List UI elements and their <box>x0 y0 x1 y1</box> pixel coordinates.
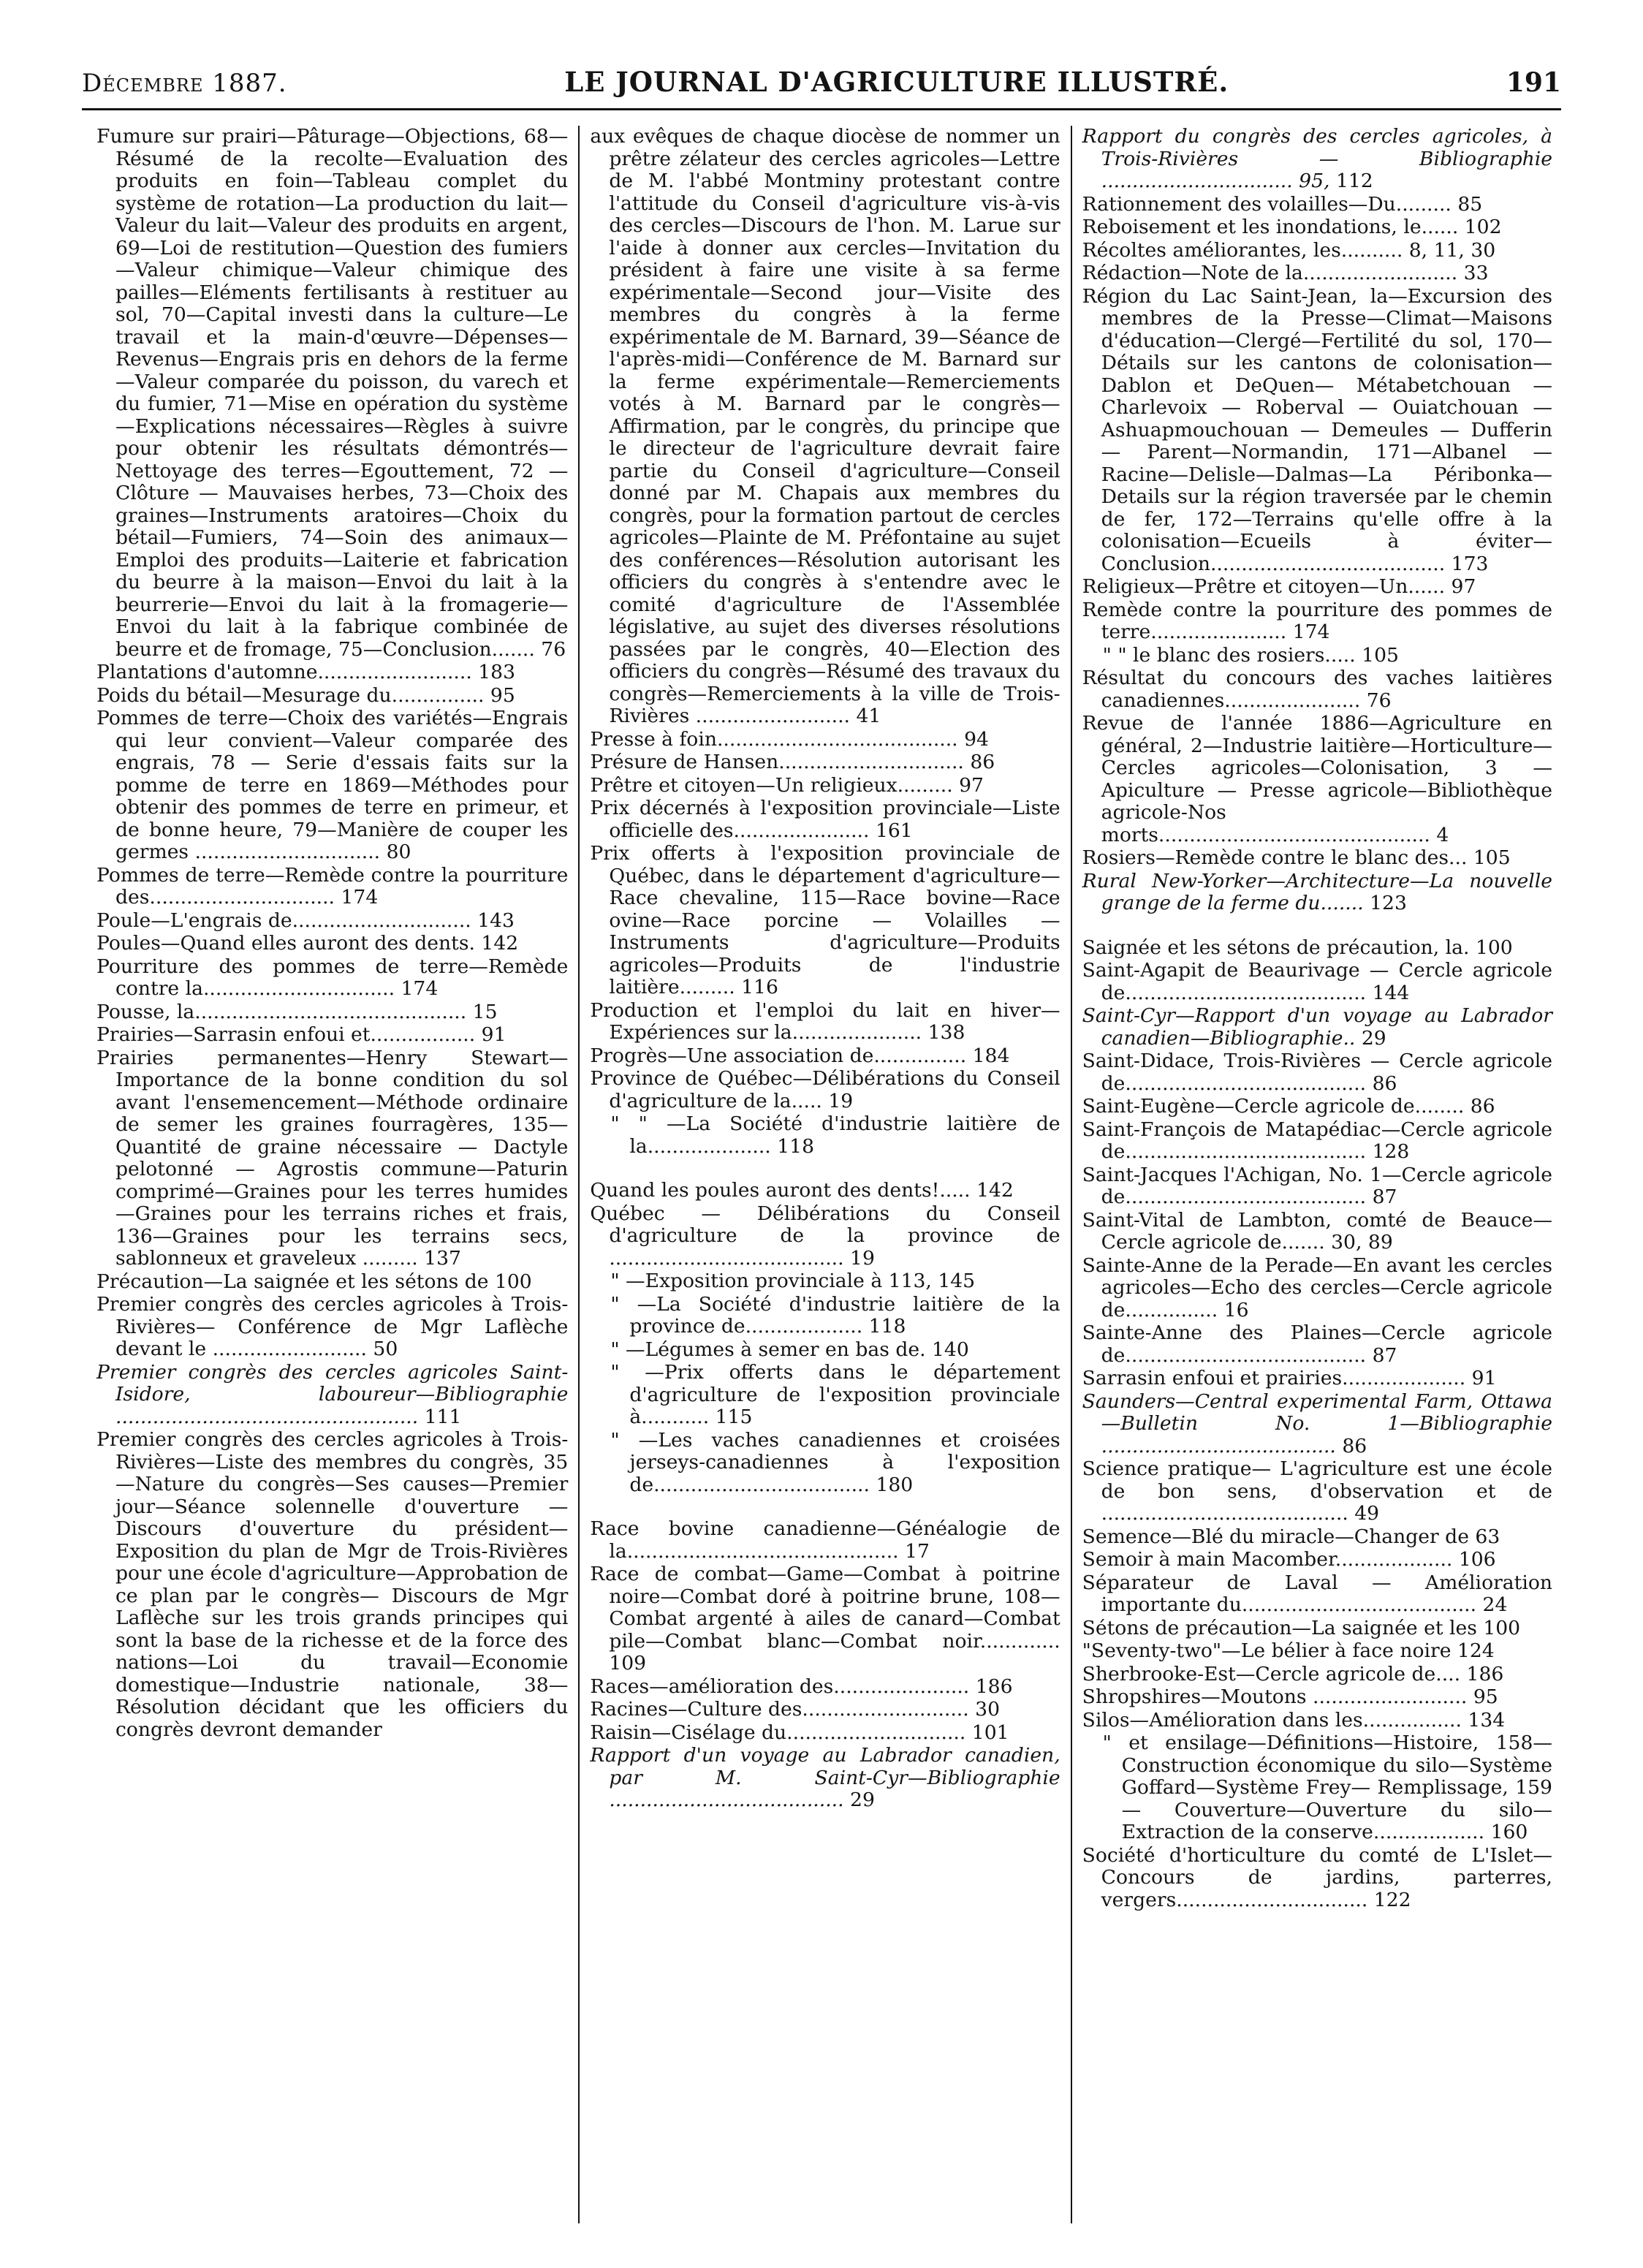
index-entry <box>96 685 568 708</box>
entry-page-number: 76 <box>541 637 566 661</box>
entry-page-number: 124 <box>1457 1639 1495 1662</box>
index-entry <box>1082 1005 1552 1050</box>
entry-text: Pousse, la............................................ <box>96 1000 467 1023</box>
entry-page-number: 116 <box>741 976 778 998</box>
entry-page-number: 94 <box>964 727 989 751</box>
entry-text: Premier congrès des cercles agricoles à Trois-Rivières— Conférence de Mgr Laflèche devant le ......................... <box>96 1293 569 1360</box>
entry-text: Premier congrès des cercles agricoles Saint-Isidore, laboureur—Bibliographie ................................................. <box>96 1360 569 1428</box>
index-entry <box>590 1722 1060 1745</box>
index-entry <box>1082 1210 1552 1254</box>
entry-page-number: 86 <box>1470 1095 1495 1118</box>
entry-text: Sherbrooke-Est—Cercle agricole de.... <box>1082 1662 1461 1685</box>
entry-page-number: 137 <box>424 1247 461 1270</box>
index-entry <box>1082 1526 1552 1549</box>
index-entry <box>1082 1119 1552 1164</box>
entry-text: Saint-Jacques l'Achigan, No. 1—Cercle agricole de....................................... <box>1082 1163 1552 1208</box>
entry-text: Prix offerts à l'exposition provinciale de Québec, dans le département d'agriculture—Race chevaline, 115—Race bovine—Race ovine—Race porcine — Volailles — Instruments d'agriculture—Produits agricoles—Produits de l'industrie laitière......... <box>590 842 1060 998</box>
entry-page-number: 87 <box>1372 1343 1397 1367</box>
entry-text: Région du Lac Saint-Jean, la—Excursion des membres de la Presse—Climat—Maisons d'éducation—Clergé—Fertilité du sol, 170—Détails sur les cantons de colonisation—Dablon et DeQuen— Métabetchouan —Charlevoix — Roberval — Ouiatchouan — Ashuapmouchouan — Demeules — Dufferin — Parent—Normandin, 171—Albanel — Racine—Delisle—Dalmas—La Péribonka—Details sur la région traversée par le chemin de fer, 172—Terrains qu'elle offre à la colonisation—Ecueils à éviter— Conclusion...................................... <box>1082 284 1552 575</box>
index-entry <box>1082 1572 1552 1617</box>
entry-text: " " le blanc des rosiers..... <box>1102 643 1356 667</box>
entry-text: Progrès—Une association de............... <box>590 1044 967 1067</box>
entry-page-number: 95 <box>490 683 515 707</box>
index-entry <box>1082 576 1552 599</box>
entry-page-number: 16 <box>1223 1298 1249 1321</box>
index-entry <box>96 956 568 1001</box>
index-entry <box>96 1429 568 1741</box>
entry-text: Sainte-Anne des Plaines—Cercle agricole de....................................... <box>1082 1321 1552 1367</box>
entry-text: Saint-Agapit de Beaurivage — Cercle agricole de....................................... <box>1082 959 1552 1004</box>
index-entry <box>96 1362 568 1429</box>
entry-text: Pommes de terre—Choix des variétés—Engrais qui leur convient—Valeur comparée des engrais, 78 — Serie d'essais faits sur la pomme de terre en 1869—Méthodes pour obtenir des pommes de terre en primeur, et de bonne heure, 79—Manière de couper les germes .............................. <box>96 707 569 863</box>
entry-text: Pommes de terre—Remède contre la pourriture des.............................. <box>96 863 569 909</box>
entry-text: Saint-Cyr—Rapport d'un voyage au Labrador canadien—Bibliographie.. <box>1082 1004 1552 1050</box>
entry-page-number: 76 <box>1366 689 1392 712</box>
entry-text: Rural New-Yorker—Architecture—La nouvelle grange de la ferme du....... <box>1082 869 1552 914</box>
entry-text: Prairies—Sarrasin enfoui et................. <box>96 1023 476 1046</box>
entry-page-number: 183 <box>478 661 516 683</box>
index-entry <box>1082 667 1552 712</box>
entry-page-number: 33 <box>1463 262 1489 284</box>
entry-text: Précaution—La saignée et les sétons de <box>96 1270 489 1293</box>
index-entry <box>1082 286 1552 576</box>
entry-page-number: 85 <box>1457 192 1483 216</box>
entry-page-number: 118 <box>777 1134 814 1158</box>
entry-text: Saint-François de Matapédiac—Cercle agricole de....................................... <box>1082 1118 1552 1163</box>
index-entry <box>1082 1322 1552 1367</box>
entry-page-number: 143 <box>477 909 515 932</box>
entry-page-number: 41 <box>856 705 881 727</box>
entry-text: " —Les vaches canadiennes et croisées jerseys-canadiennes à l'exposition de................................... <box>610 1428 1060 1496</box>
entry-page-number: 50 <box>373 1338 398 1360</box>
entry-page-number: 97 <box>1451 575 1476 598</box>
entry-page-number: 24 <box>1482 1593 1508 1616</box>
entry-page-number: 30 <box>1471 238 1496 262</box>
index-entry <box>96 933 568 955</box>
entry-text: Québec — Délibérations du Conseil d'agriculture de la province de ...................................... <box>590 1202 1060 1270</box>
entry-text: Sétons de précaution—La saignée et les <box>1082 1616 1477 1639</box>
index-entry <box>1082 1164 1552 1209</box>
entry-text: Revue de l'année 1886—Agriculture en général, 2—Industrie laitière—Horticulture—Cercles agricoles—Colonisation, 3 — Apiculture — Presse agricole—Bibliothèque agricole-Nos morts............................................ <box>1082 712 1552 846</box>
entry-text: Résultat du concours des vaches laitières canadiennes...................... <box>1082 667 1552 712</box>
index-entry <box>1082 1617 1552 1640</box>
entry-text: " —Exposition provinciale à 113, <box>610 1270 932 1292</box>
entry-page-number: 95 <box>1473 1685 1498 1708</box>
index-entry <box>590 1518 1060 1563</box>
entry-page-number: 144 <box>1372 981 1410 1004</box>
entry-page-number: 100 <box>494 1270 532 1293</box>
entry-text: Présure de Hansen.............................. <box>590 751 964 773</box>
entry-page-number: 100 <box>1483 1616 1521 1639</box>
index-entry <box>590 1113 1060 1158</box>
index-entry <box>590 1563 1060 1675</box>
entry-page-number: 122 <box>1373 1888 1411 1911</box>
index-entry <box>1082 1664 1552 1686</box>
index-entry <box>590 1430 1060 1497</box>
entry-text: Province de Québec—Délibérations du Conseil d'agriculture de la..... <box>590 1067 1060 1112</box>
index-entry <box>590 1362 1060 1429</box>
entry-text: Rapport d'un voyage au Labrador canadien, par M. Saint-Cyr—Bibliographie ...................................... <box>590 1744 1060 1811</box>
index-entry <box>96 1294 568 1361</box>
index-columns <box>86 126 1563 2223</box>
index-entry <box>1082 1050 1552 1095</box>
index-entry <box>1082 262 1552 285</box>
entry-text: Raisin—Cisélage du............................. <box>590 1721 966 1744</box>
index-entry <box>1082 599 1552 644</box>
entry-page-number: 86 <box>1372 1072 1397 1095</box>
entry-page-number: 91 <box>1471 1367 1497 1389</box>
entry-text: Plantations d'automne......................... <box>96 661 472 683</box>
index-entry <box>590 775 1060 797</box>
entry-text: Religieux—Prêtre et citoyen—Un...... <box>1082 575 1446 598</box>
index-entry <box>96 1047 568 1270</box>
entry-page-number: 30 <box>975 1698 1000 1721</box>
index-entry <box>590 1000 1060 1044</box>
index-entry <box>590 729 1060 751</box>
entry-text: Race de combat—Game—Combat à poitrine noire—Combat doré à poitrine brune, 108—Combat argenté à ailes de canard—Combat pile—Combat blanc—Combat noir............. <box>590 1563 1060 1653</box>
entry-text: Sarrasin enfoui et prairies.................... <box>1082 1367 1466 1389</box>
entry-page-number: 186 <box>1466 1662 1504 1685</box>
index-entry <box>1082 1732 1552 1844</box>
entry-page-number: 160 <box>1490 1821 1528 1843</box>
entry-page-number: 123 <box>1370 892 1407 914</box>
entry-text: Races—amélioration des...................... <box>590 1675 970 1698</box>
entry-page-number: 102 <box>1464 216 1502 238</box>
header-rule <box>82 108 1561 110</box>
index-entry <box>590 1339 1060 1362</box>
index-entry <box>590 843 1060 999</box>
entry-page-number: 142 <box>976 1179 1014 1202</box>
entry-text: " et ensilage—Définitions—Histoire, 158—Construction économique du silo—Système Goffard—Système Frey— Remplissage, 159 — Couverture—Ouverture du silo—Extraction de la conserve.................. <box>1102 1732 1552 1843</box>
page-number: 191 <box>1506 67 1561 98</box>
entry-page-number: 142 <box>481 932 519 955</box>
entry-page-number: 173 <box>1451 552 1489 575</box>
entry-text: " —Légumes à semer en bas de. <box>610 1338 926 1361</box>
entry-text: Poules—Quand elles auront des dents. <box>96 932 475 955</box>
index-entry <box>1082 1710 1552 1732</box>
entry-text: Production et l'emploi du lait en hiver—Expériences sur la..................... <box>590 998 1060 1044</box>
entry-text: Récoltes améliorantes, les.......... 8, 11, <box>1082 238 1465 262</box>
entry-text: Rapport du congrès des cercles agricoles, à Trois-Rivières — Bibliographie ............................... 95, <box>1082 126 1552 192</box>
index-entry <box>1082 960 1552 1004</box>
entry-text: Prairies permanentes—Henry Stewart—Importance de la bonne condition du sol avant l'ensemencement—Méthode ordinaire de semer les graines fourragères, 135—Quantité de graine nécessaire — Dactyle pelotonné — Agrostis commune—Paturin comprimé—Graines pour les terres humides—Graines pour les terrains riches et frais, 136—Graines pour les terrains secs, sablonneux et graveleux ......... <box>96 1046 569 1270</box>
index-entry <box>590 1180 1060 1202</box>
entry-text: Quand les poules auront des dents!..... <box>590 1179 971 1202</box>
entry-page-number: 109 <box>609 1652 647 1675</box>
entry-page-number: 180 <box>876 1473 914 1496</box>
entry-text: Saint-Vital de Lambton, comté de Beauce—Cercle agricole de....... 30, <box>1082 1208 1552 1254</box>
entry-page-number: 100 <box>1475 936 1513 959</box>
entry-page-number: 174 <box>401 977 439 1000</box>
journal-title: LE JOURNAL D'AGRICULTURE ILLUSTRÉ. <box>564 66 1229 98</box>
index-entry <box>590 1294 1060 1338</box>
entry-page-number: 63 <box>1475 1525 1500 1548</box>
entry-text: "Seventy-two"—Le bélier à face noire <box>1082 1639 1452 1662</box>
entry-text: Société d'horticulture du comté de L'Islet—Concours de jardins, parterres, vergers............................... <box>1082 1843 1552 1911</box>
index-entry <box>96 661 568 684</box>
index-entry <box>96 1024 568 1047</box>
entry-page-number: 174 <box>1292 621 1330 643</box>
index-entry <box>1082 847 1552 870</box>
index-entry <box>96 1001 568 1024</box>
entry-page-number: 115 <box>715 1406 753 1428</box>
entry-text: Saint-Eugène—Cercle agricole de........ <box>1082 1095 1465 1118</box>
entry-page-number: 145 <box>938 1270 976 1292</box>
entry-text: " —La Société d'industrie laitière de la province de................... <box>610 1292 1060 1338</box>
index-entry <box>1082 713 1552 846</box>
entry-page-number: 186 <box>975 1675 1013 1698</box>
index-entry <box>590 1745 1060 1812</box>
entry-text: Rosiers—Remède contre le blanc des... <box>1082 846 1468 869</box>
entry-page-number: 140 <box>932 1338 969 1361</box>
entry-text: Prix décernés à l'exposition provinciale—Liste officielle des...................... <box>590 797 1060 842</box>
index-entry <box>590 1045 1060 1068</box>
entry-page-number: 134 <box>1468 1708 1506 1732</box>
index-entry <box>590 1068 1060 1112</box>
index-entry <box>1082 1549 1552 1571</box>
entry-page-number: 15 <box>472 1000 498 1023</box>
index-entry <box>590 1699 1060 1721</box>
entry-text: Reboisement et les inondations, le...... <box>1082 216 1459 238</box>
index-entry <box>1082 1458 1552 1525</box>
index-entry <box>96 910 568 933</box>
entry-text: Poids du bétail—Mesurage du............... <box>96 683 485 707</box>
entry-page-number: 86 <box>970 751 995 773</box>
index-entry <box>590 1676 1060 1699</box>
index-entry <box>96 708 568 864</box>
entry-text: Saignée et les sétons de précaution, la. <box>1082 936 1470 959</box>
index-entry <box>1082 1686 1552 1709</box>
entry-page-number: 19 <box>828 1089 854 1112</box>
entry-page-number: 29 <box>1361 1026 1386 1050</box>
entry-page-number: 49 <box>1354 1502 1380 1525</box>
entry-text: aux evêques de chaque diocèse de nommer un prêtre zélateur des cercles agricoles—Lettre de M. l'abbé Montminy protestant contre l'attitude du Conseil d'agriculture vis-à-vis des cercles—Discours de l'hon. M. Larue sur l'aide à donner aux cercles—Invitation du président à faire une visite à sa ferme expérimentale—Second jour—Visite des membres du congrès à la ferme expérimentale de M. Barnard, 39—Séance de l'après-midi—Conférence de M. Barnard sur la ferme expérimentale—Remerciements votés à M. Barnard par le congrès—Affirmation, par le congrès, du principe que le directeur de l'agriculture devrait faire partie du Conseil d'agriculture—Conseil donné par M. Chapais aux membres du congrès, pour la formation partout de cercles agricoles—Plainte de M. Préfontaine au sujet des conférences—Résolution autorisant les officiers du congrès à s'entendre avec le comité d'agriculture de l'Assemblée législative, au sujet des diverses résolutions passées par le congrès, 40—Election des officiers du congrès—Résumé des travaux du congrès—Remerciements à la ville de Trois-Rivières ......................... <box>590 126 1060 727</box>
index-entry <box>1082 645 1552 667</box>
entry-text: Rationnement des volailles—Du......... <box>1082 192 1452 216</box>
index-entry <box>1082 871 1552 915</box>
index-entry <box>96 1271 568 1294</box>
entry-page-number: 174 <box>341 886 379 909</box>
entry-page-number: 19 <box>850 1246 875 1270</box>
entry-page-number: 91 <box>481 1023 506 1046</box>
entry-text: Semoir à main Macomber................... <box>1082 1548 1453 1571</box>
running-header <box>82 63 1561 98</box>
entry-text: Sainte-Anne de la Perade—En avant les cercles agricoles—Echo des cercles—Cercle agricole de............... <box>1082 1254 1552 1321</box>
entry-page-number: 112 <box>1335 170 1373 192</box>
entry-text: Saint-Didace, Trois-Rivières — Cercle agricole de....................................... <box>1082 1050 1552 1095</box>
entry-page-number: 105 <box>1362 643 1399 667</box>
entry-text: " —Prix offerts dans le département d'agriculture de l'exposition provinciale à........... <box>610 1361 1060 1428</box>
index-entry <box>96 865 568 909</box>
entry-page-number: 184 <box>972 1044 1010 1067</box>
entry-text: Shropshires—Moutons ......................... <box>1082 1685 1468 1708</box>
entry-page-number: 97 <box>959 773 984 797</box>
entry-text: Rédaction—Note de la......................... <box>1082 262 1458 284</box>
entry-page-number: 138 <box>927 1021 965 1044</box>
index-entry <box>1082 1640 1552 1663</box>
entry-page-number: 87 <box>1372 1186 1397 1208</box>
index-entry <box>590 1270 1060 1293</box>
index-entry <box>1082 1255 1552 1322</box>
index-entry <box>590 126 1060 728</box>
index-entry <box>1082 1391 1552 1458</box>
index-entry <box>1082 216 1552 239</box>
entry-text: Remède contre la pourriture des pommes de terre...................... <box>1082 598 1552 643</box>
entry-text: Poule—L'engrais de............................. <box>96 909 471 932</box>
entry-text: Semence—Blé du miracle—Changer de <box>1082 1525 1469 1548</box>
entry-text: Pourriture des pommes de terre—Remède contre la............................... <box>96 955 569 1000</box>
entry-text: Premier congrès des cercles agricoles à Trois-Rivières—Liste des membres du congrès, 35—Nature du congrès—Ses causes—Premier jour—Séance solennelle d'ouverture — Discours d'ouverture du président—Exposition du plan de Mgr de Trois-Rivières pour une école d'agriculture—Approbation de ce plan par le congrès— Discours de Mgr Laflèche sur les trois grands principes qui sont la base de la richesse et de la force des nations—Loi du travail—Economie domestique—Industrie nationale, 38—Résolution décidant que les officiers du congrès devront demander <box>96 1428 569 1741</box>
index-entry <box>96 126 568 661</box>
entry-text: Saunders—Central experimental Farm, Ottawa—Bulletin No. 1—Bibliographie ...................................... <box>1082 1389 1552 1457</box>
entry-page-number: 89 <box>1367 1231 1393 1254</box>
entry-page-number: 128 <box>1372 1140 1410 1163</box>
entry-text: Fumure sur prairi—Pâturage—Objections, 68—Résumé de la recolte—Evaluation des produits en foin—Tableau complet du système de rotation—La production du lait—Valeur du lait—Valeur des produits en argent, 69—Loi de restitution—Question des fumiers—Valeur chimique—Valeur chimique des pailles—Eléments fertilisants à restituer au sol, 70—Capital investi dans la culture—Le travail et la main-d'œuvre—Dépenses—Revenus—Engrais pris en dehors de la ferme—Valeur comparée du poisson, du varech et du fumier, 71—Mise en opération du système—Explications nécessaires—Règles à suivre pour obtenir les résultats démontrés—Nettoyage des terres—Egouttement, 72 — Clôture — Mauvaises herbes, 73—Choix des graines—Instruments aratoires—Choix du bétail—Fumiers, 74—Soin des animaux—Emploi des produits—Laiterie et fabrication du beurre à la maison—Envoi du lait à la beurrerie—Envoi du lait à la fromagerie—Envoi du lait à la fabrique combinée de beurre et de fromage, 75—Conclusion....... <box>96 126 569 661</box>
index-entry <box>1082 240 1552 262</box>
entry-page-number: 106 <box>1458 1548 1496 1571</box>
entry-text: Séparateur de Laval — Amélioration importante du...................................... <box>1082 1571 1552 1616</box>
entry-page-number: 80 <box>386 841 411 863</box>
column-2 <box>578 126 1070 2223</box>
entry-page-number: 105 <box>1473 846 1511 869</box>
entry-text: " " —La Société d'industrie laitière de la.................... <box>610 1112 1060 1158</box>
entry-page-number: 29 <box>850 1789 875 1811</box>
index-entry <box>590 751 1060 774</box>
entry-text: Silos—Amélioration dans les................ <box>1082 1708 1462 1732</box>
entry-text: Presse à foin....................................... <box>590 727 958 751</box>
entry-text: Race bovine canadienne—Généalogie de la............................................ <box>590 1517 1060 1563</box>
entry-page-number: 118 <box>868 1315 906 1338</box>
entry-page-number: 86 <box>1342 1434 1367 1457</box>
entry-text: Prêtre et citoyen—Un religieux......... <box>590 773 953 797</box>
index-entry <box>1082 1845 1552 1912</box>
index-entry <box>1082 194 1552 216</box>
index-entry <box>590 1203 1060 1270</box>
entry-text: Science pratique— L'agriculture est une école de bon sens, d'observation et de ........................................ <box>1082 1457 1552 1525</box>
entry-page-number: 17 <box>905 1539 930 1563</box>
column-3 <box>1071 126 1563 2223</box>
index-entry <box>1082 1368 1552 1390</box>
index-entry <box>1082 126 1552 193</box>
index-entry <box>1082 1096 1552 1118</box>
entry-text: Racines—Culture des........................... <box>590 1698 969 1721</box>
header-date: Décembre 1887. <box>82 69 287 98</box>
index-entry <box>1082 937 1552 960</box>
column-1 <box>86 126 578 2223</box>
entry-page-number: 161 <box>875 819 913 842</box>
entry-page-number: 4 <box>1436 823 1449 846</box>
index-entry <box>590 797 1060 842</box>
entry-page-number: 101 <box>971 1721 1009 1744</box>
entry-page-number: 111 <box>424 1405 462 1428</box>
